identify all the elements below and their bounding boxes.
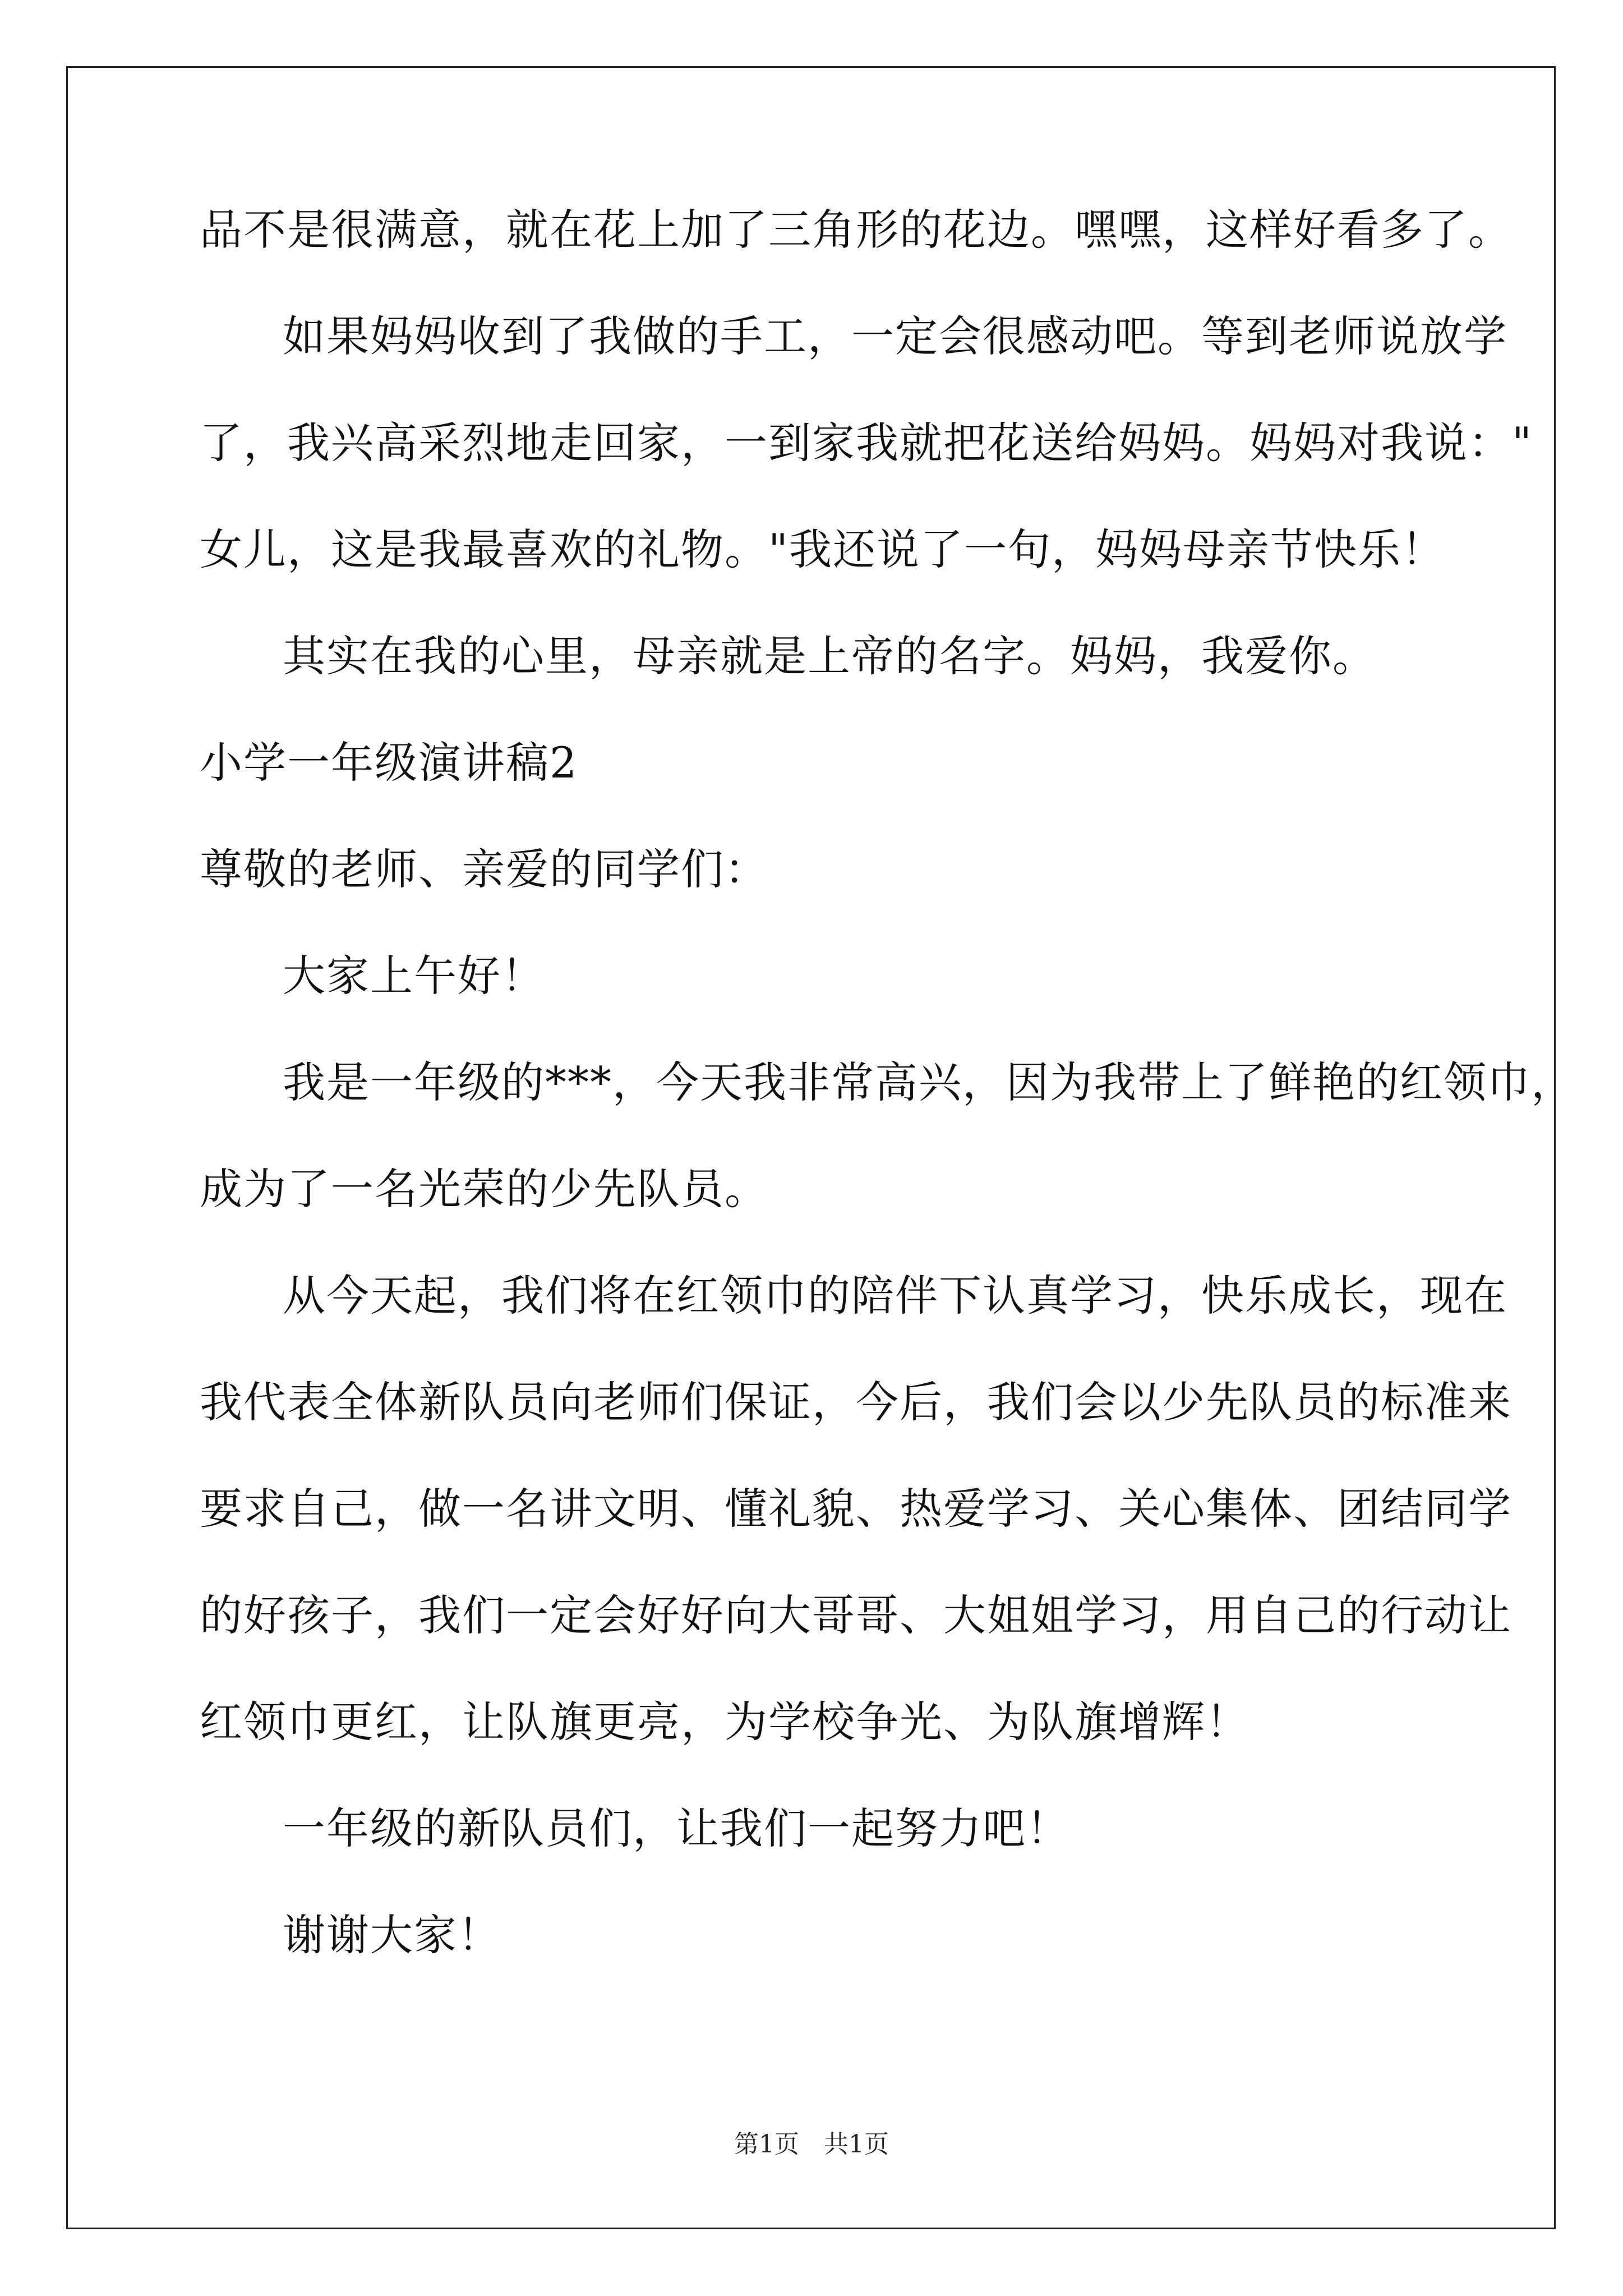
closing: 谢谢大家！ [283, 1910, 501, 1960]
text-line: 的好孩子，我们一定会好好向大哥哥、大姐姐学习，用自己的行动让 [200, 1590, 1512, 1640]
salutation: 尊敬的老师、亲爱的同学们： [200, 844, 768, 894]
text-line: 女儿，这是我最喜欢的礼物。"我还说了一句，妈妈母亲节快乐！ [200, 524, 1445, 574]
paragraph-line: 我是一年级的***，今天我非常高兴，因为我带上了鲜艳的红领巾， [283, 1057, 1575, 1107]
greeting: 大家上午好！ [283, 951, 545, 1001]
text-line: 成为了一名光荣的少先队员。 [200, 1164, 768, 1214]
section-title: 小学一年级演讲稿2 [200, 738, 578, 788]
text-line: 了，我兴高采烈地走回家，一到家我就把花送给妈妈。妈妈对我说：" [200, 418, 1533, 468]
page-footer [0, 2129, 1623, 2160]
page-total: 共1页 [824, 2130, 889, 2159]
page-border [66, 66, 1556, 2229]
text-line: 我代表全体新队员向老师们保证，今后，我们会以少先队员的标准来 [200, 1377, 1512, 1427]
paragraph-line: 如果妈妈收到了我做的手工，一定会很感动吧。等到老师说放学 [283, 311, 1507, 361]
page-number: 第1页 [734, 2130, 799, 2159]
text-line: 要求自己，做一名讲文明、懂礼貌、热爱学习、关心集体、团结同学 [200, 1484, 1512, 1534]
paragraph-line: 从今天起，我们将在红领巾的陪伴下认真学习，快乐成长，现在 [283, 1271, 1507, 1320]
paragraph-line: 其实在我的心里，母亲就是上帝的名字。妈妈，我爱你。 [283, 631, 1376, 681]
text-line: 品不是很满意，就在花上加了三角形的花边。嘿嘿，这样好看多了。 [200, 205, 1512, 255]
text-line: 红领巾更红，让队旗更亮，为学校争光、为队旗增辉！ [200, 1697, 1249, 1747]
paragraph-line: 一年级的新队员们，让我们一起努力吧！ [283, 1803, 1070, 1853]
